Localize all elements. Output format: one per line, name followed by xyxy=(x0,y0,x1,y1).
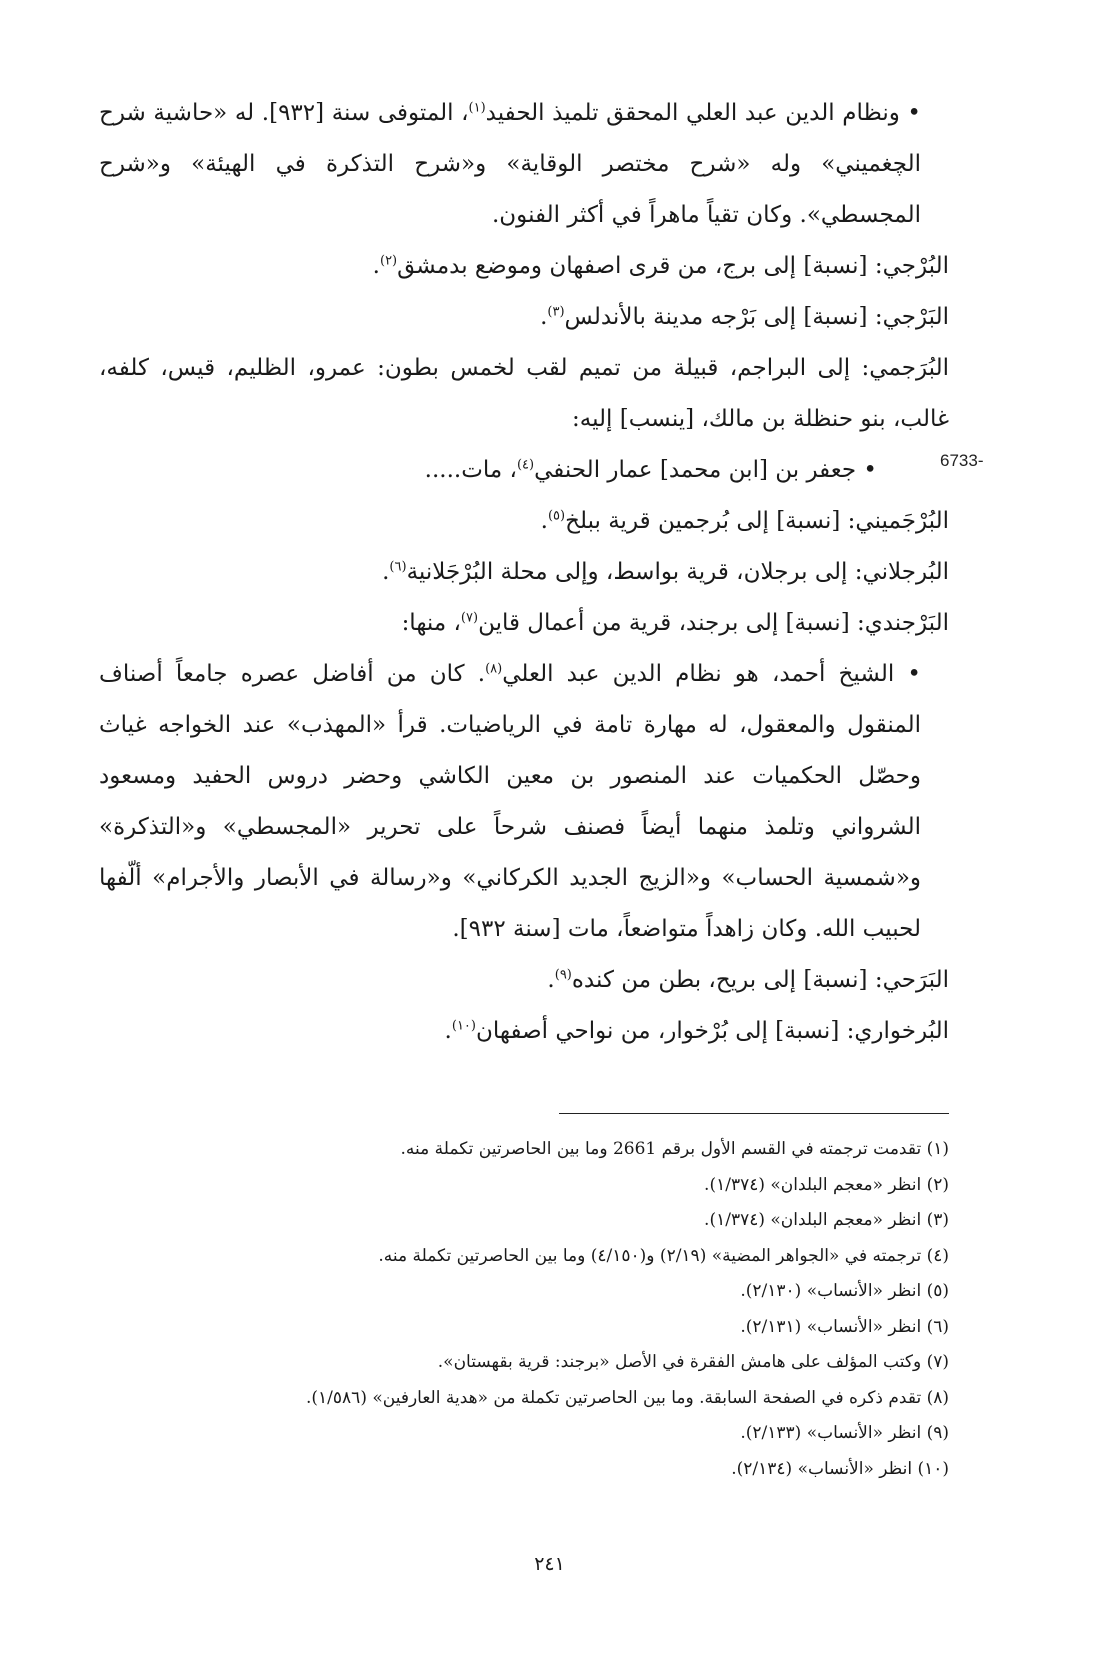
entry-text: جعفر بن [ابن محمد] عمار الحنفي xyxy=(534,457,857,483)
footnote: (٤) ترجمته في «الجواهر المضية» (٢/١٩) و(٤/١٥٠) وما بين الحاصرتين تكملة منه. xyxy=(378,1245,949,1266)
entry-end: . xyxy=(547,967,555,993)
entry-text-rest: ، المتوفى سنة [٩٣٢]. له «حاشية شرح الچغميني» وله «شرح مختصر الوقاية» و«شرح التذكرة في الهيئة» و«شرح المجسطي». وكان تقياً ماهراً في أكثر الفنون. xyxy=(99,100,921,228)
entry-text: البُرْجي: [نسبة] إلى برج، من قرى اصفهان وموضع بدمشق xyxy=(397,253,949,279)
entry-burji-1 xyxy=(99,241,949,292)
entry-burji-2 xyxy=(99,292,949,343)
entry-text: الشيخ أحمد، هو نظام الدين عبد العلي xyxy=(502,661,895,687)
entry-text: البَرْجي: [نسبة] إلى بَرْجه مدينة بالأندلس xyxy=(564,304,949,330)
footnote-ref: (١) xyxy=(468,100,486,116)
footnote-ref: (٧) xyxy=(460,610,479,626)
footnote-ref: (٦) xyxy=(389,559,407,575)
entry-burjulani xyxy=(99,547,949,598)
entry-burkhwari xyxy=(99,1006,949,1057)
bullet: • xyxy=(899,100,921,126)
footnote: (٨) تقدم ذكره في الصفحة السابقة. وما بين الحاصرتين تكملة من «هدية العارفين» (١/٥٨٦). xyxy=(306,1387,949,1408)
footnote: (٢) انظر «معجم البلدان» (١/٣٧٤). xyxy=(704,1174,949,1195)
footnote-ref: (٢) xyxy=(379,253,398,269)
entry-text: البُرْجَميني: [نسبة] إلى بُرجمين قرية ببلخ xyxy=(565,508,949,534)
entry-jafar xyxy=(99,445,949,496)
main-text xyxy=(99,88,949,1057)
page-number: ٢٤١ xyxy=(534,1553,565,1575)
entry-text: البَرَحي: [نسبة] إلى بريح، بطن من كنده xyxy=(571,967,949,993)
entry-end: . xyxy=(444,1018,452,1044)
entry-text-rest: . كان من أفاضل عصره جامعاً أصناف المنقول والمعقول، له مهارة تامة في الرياضيات. قرأ «المهذب» عند الخواجه غياث وحصّل الحكميات عند المنصور بن معين الكاشي وحضر دروس الحفيد ومسعود الشرواني وتلمذ منهما أيضاً فصنف شرحاً على تحرير «المجسطي» و«التذكرة» و«شمسية الحساب» و«الزيج الجديد الكركاني» و«رسالة في الأبصار والأجرام» ألّفها لحبيب الله. وكان زاهداً متواضعاً، مات [سنة ٩٣٢]. xyxy=(99,661,921,942)
entry-text: البُرجلاني: إلى برجلان، قرية بواسط، وإلى محلة البُرْجَلانية xyxy=(406,559,949,585)
footnote: (٦) انظر «الأنساب» (٢/١٣١). xyxy=(740,1316,949,1337)
footnote-ref: (٤) xyxy=(516,457,535,473)
entry-nizam-continuation xyxy=(99,88,949,241)
entry-text: البَرْجندي: [نسبة] إلى برجند، قرية من أعمال قاين xyxy=(478,610,949,636)
bullet: • xyxy=(894,661,921,687)
entry-burjumi xyxy=(99,343,949,445)
entry-text: البُرَجمي: إلى البراجم، قبيلة من تميم لقب لخمس بطون: عمرو، الظليم، قيس، كلفه، غالب، بنو حنظلة بن مالك، [ينسب] إليه: xyxy=(99,355,949,432)
entry-end: ، مات..... xyxy=(424,457,517,483)
footnote-divider xyxy=(559,1113,949,1114)
footnote-ref: (٩) xyxy=(554,967,572,983)
bullet: • xyxy=(856,457,877,483)
entry-end: . xyxy=(372,253,380,279)
entry-end: . xyxy=(540,508,548,534)
footnote: (٥) انظر «الأنساب» (٢/١٣٠). xyxy=(740,1281,949,1301)
entry-text: البُرخواري: [نسبة] إلى بُرْخوار، من نواحي أصفهان xyxy=(475,1018,949,1044)
margin-entry-number: 6733- xyxy=(940,451,984,470)
entry-end: ، منها: xyxy=(401,610,461,636)
footnote: (٧) وكتب المؤلف على هامش الفقرة في الأصل «برجند: قرية بقهستان». xyxy=(437,1352,949,1372)
footnote-ref: (٥) xyxy=(547,508,566,524)
entry-text: ونظام الدين عبد العلي المحقق تلميذ الحفيد xyxy=(485,100,900,126)
footnote: (١) تقدمت ترجمته في القسم الأول برقم 2661 وما بين الحاصرتين تكملة منه. xyxy=(400,1139,949,1159)
footnote: (١٠) انظر «الأنساب» (٢/١٣٤). xyxy=(731,1458,949,1479)
entry-burjumini xyxy=(99,496,949,547)
entry-barahi xyxy=(99,955,949,1006)
footnote-ref: (٣) xyxy=(547,304,565,320)
footnote: (٣) انظر «معجم البلدان» (١/٣٧٤). xyxy=(704,1210,949,1230)
entry-end: . xyxy=(382,559,390,585)
entry-end: . xyxy=(540,304,548,330)
entry-barjandi xyxy=(99,598,949,649)
footnotes xyxy=(99,1132,949,1487)
footnote: (٩) انظر «الأنساب» (٢/١٣٣). xyxy=(740,1423,949,1443)
footnote-ref: (٨) xyxy=(485,661,503,677)
footnote-ref: (١٠) xyxy=(451,1018,476,1034)
entry-ahmad-nizam xyxy=(99,649,949,955)
